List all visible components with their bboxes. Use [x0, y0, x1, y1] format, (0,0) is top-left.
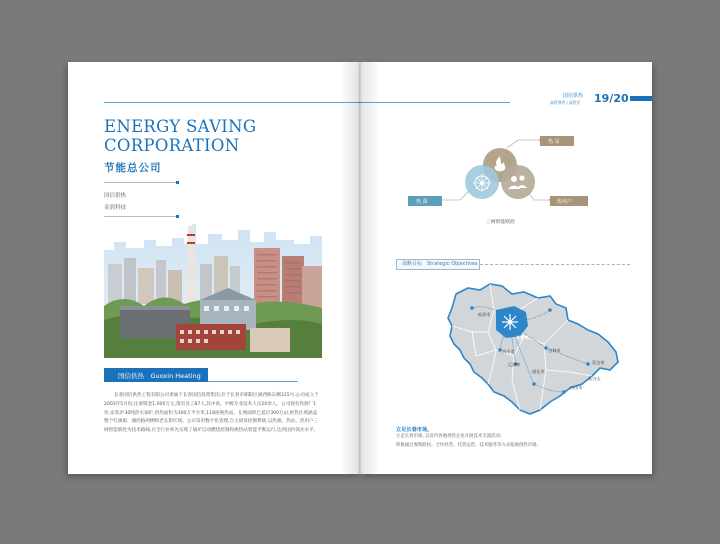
diagram-caption: 三网智能联控: [486, 220, 515, 225]
sub-rule-accent: [176, 215, 179, 218]
city-photo: [104, 220, 322, 358]
city-changbaishan: 长白山: [588, 376, 601, 381]
city-siping: 四平市: [502, 349, 515, 354]
heat-station-label: 热 站: [548, 139, 560, 145]
header-brand: 国信供热: [563, 93, 584, 99]
heat-user-label: 热用户: [557, 199, 573, 205]
title-en-line2: CORPORATION: [104, 136, 240, 155]
section-bar-rule: [208, 381, 298, 382]
bottom-line1-text: 立足长春市场, 以省内各地供热企业开展技术交流活动;: [396, 434, 502, 439]
bottom-line2-text: 积极通过收购股权、合作经营、托管运营、技术服务等方式拓展供热市场。: [396, 443, 541, 448]
subtitle-guoxin: 国信供热: [104, 193, 127, 199]
sub-rule: [104, 216, 178, 217]
header-bar: [630, 96, 652, 101]
section-bar-label: 国信供热 Guoxin Heating: [118, 372, 201, 380]
title-rule-accent: [176, 181, 179, 184]
city-liaoyuan: 辽源市: [508, 362, 521, 367]
city-baishan: 白山市: [570, 385, 583, 390]
three-network-diagram: [400, 132, 610, 222]
bottom-title: 立足长春市场,: [396, 427, 430, 433]
strategy-label: 战略目标 Strategic Objectives: [402, 261, 478, 267]
subtitle-jinrun: 金润科技: [104, 205, 127, 211]
jilin-map: [442, 280, 622, 418]
strategy-dash: [480, 264, 630, 265]
city-songyuan: 松原市: [478, 312, 491, 317]
top-rule-left: [104, 102, 360, 103]
title-en-line1: ENERGY SAVING: [104, 117, 257, 136]
title-cn: 节能总公司: [104, 162, 162, 174]
city-tonghua: 通化市: [532, 369, 545, 374]
header-subtitle: 高管领导 / 高管层: [550, 100, 581, 105]
city-jilin: 吉林市: [548, 348, 561, 353]
bottom-line1: [396, 426, 636, 433]
page-number: 19/20: [594, 92, 629, 105]
company-intro-text: 长春国信供热工程有限公司隶属于长春国信投资集团,位于长春市朝阳区湖西路东侧315号,公司成立于2003年5月份,注册资金1,000万元,现有员工87人,其中高、中级专业技术人员20余人。公司现有热源厂1处,安装4*30吨热水锅炉,供热面积为300万平方米,118座换热站。在网面积已超过300万㎡,供热区域涵盖整个红旗街、湖西路两侧和老长影区域。公司采用数字化管理,自主研发控制系统,以热源、热站、热用户三网智能联控为技术路线,在全行业率先实现了锅炉自动燃烧控制和换热站智能平衡运行,达到国内领先水平。: [104, 393, 319, 434]
heat-user-circle: [501, 165, 535, 199]
heat-source-label: 热 源: [416, 199, 428, 205]
city-changchun: 长春市: [516, 335, 529, 340]
left-page: [68, 62, 360, 474]
city-yanbian: 延边州: [592, 360, 605, 365]
title-rule: [104, 182, 178, 183]
top-rule-right: [360, 102, 510, 103]
right-page: [360, 62, 652, 474]
